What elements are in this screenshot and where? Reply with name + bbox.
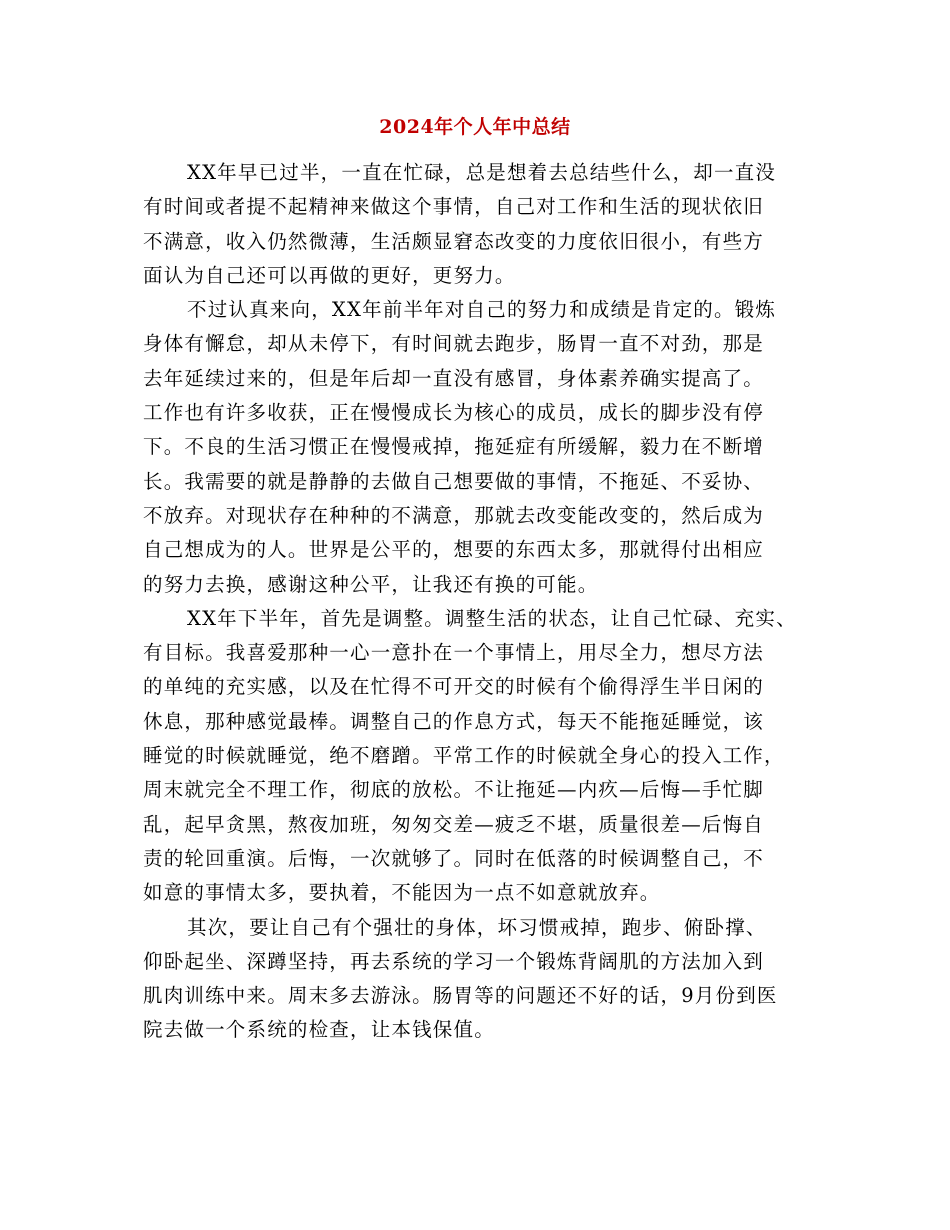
paragraph-2-line-8: 自己想成为的人。世界是公平的，想要的东西太多，那就得付出相应: [143, 538, 765, 562]
paragraph-4-line-2: 仰卧起坐、深蹲坚持，再去系统的学习一个锻炼背阔肌的方法加入到: [143, 949, 765, 973]
paragraph-4-line-3: 肌肉训练中来。周末多去游泳。肠胃等的问题还不好的话，9月份到医: [143, 984, 778, 1008]
paragraph-3-line-2: 有目标。我喜爱那种一心一意扑在一个事情上，用尽全力，想尽方法: [143, 641, 765, 665]
paragraph-1-line-3: 不满意，收入仍然微薄，生活颇显窘态改变的力度依旧很小，有些方: [143, 229, 765, 253]
paragraph-3-line-3: 的单纯的充实感，以及在忙得不可开交的时候有个偷得浮生半日闲的: [143, 675, 765, 699]
paragraph-2-line-4: 工作也有许多收获，正在慢慢成长为核心的成员，成长的脚步没有停: [143, 401, 765, 425]
paragraph-2-line-1: 不过认真来向，XX年前半年对自己的努力和成绩是肯定的。锻炼: [187, 298, 777, 322]
paragraph-3-line-1: XX年下半年，首先是调整。调整生活的状态，让自己忙碌、充实、: [187, 606, 797, 630]
paragraph-3-line-7: 乱，起早贪黑，熬夜加班，匆匆交差—疲乏不堪，质量很差—后悔自: [143, 812, 765, 836]
document-body: [143, 156, 813, 1048]
paragraph-4-line-1: 其次，要让自己有个强壮的身体，坏习惯戒掉，跑步、俯卧撑、: [187, 915, 767, 939]
paragraph-3-line-5: 睡觉的时候就睡觉，绝不磨蹭。平常工作的时候就全身心的投入工作，: [143, 744, 785, 768]
paragraph-1-line-2: 有时间或者提不起精神来做这个事情，自己对工作和生活的现状依旧: [143, 195, 765, 219]
paragraph-1-line-4: 面认为自己还可以再做的更好，更努力。: [143, 263, 516, 287]
paragraph-2-line-3: 去年延续过来的，但是年后却一直没有感冒，身体素养确实提高了。: [143, 366, 765, 390]
document-title: 2024年个人年中总结: [379, 116, 571, 138]
paragraph-4-line-4: 院去做一个系统的检查，让本钱保值。: [143, 1018, 495, 1042]
paragraph-2-line-6: 长。我需要的就是静静的去做自己想要做的事情，不拖延、不妥协、: [143, 469, 765, 493]
paragraph-3-line-4: 休息，那种感觉最棒。调整自己的作息方式，每天不能拖延睡觉，该: [143, 709, 765, 733]
paragraph-2-line-2: 身体有懈怠，却从未停下，有时间就去跑步，肠胃一直不对劲，那是: [143, 332, 765, 356]
paragraph-2-line-9: 的努力去换，感谢这种公平，让我还有换的可能。: [143, 572, 599, 596]
paragraph-3-line-8: 责的轮回重演。后悔，一次就够了。同时在低落的时候调整自己，不: [143, 846, 765, 870]
paragraph-1-line-1: XX年早已过半，一直在忙碌，总是想着去总结些什么，却一直没: [187, 161, 777, 184]
paragraph-2-line-7: 不放弃。对现状存在种种的不满意，那就去改变能改变的，然后成为: [143, 503, 765, 527]
paragraph-2-line-5: 下。不良的生活习惯正在慢慢戒掉，拖延症有所缓解，毅力在不断增: [143, 435, 765, 459]
paragraph-3-line-9: 如意的事情太多，要执着，不能因为一点不如意就放弃。: [143, 881, 661, 905]
paragraph-3-line-6: 周末就完全不理工作，彻底的放松。不让拖延—内疚—后悔—手忙脚: [143, 778, 765, 802]
